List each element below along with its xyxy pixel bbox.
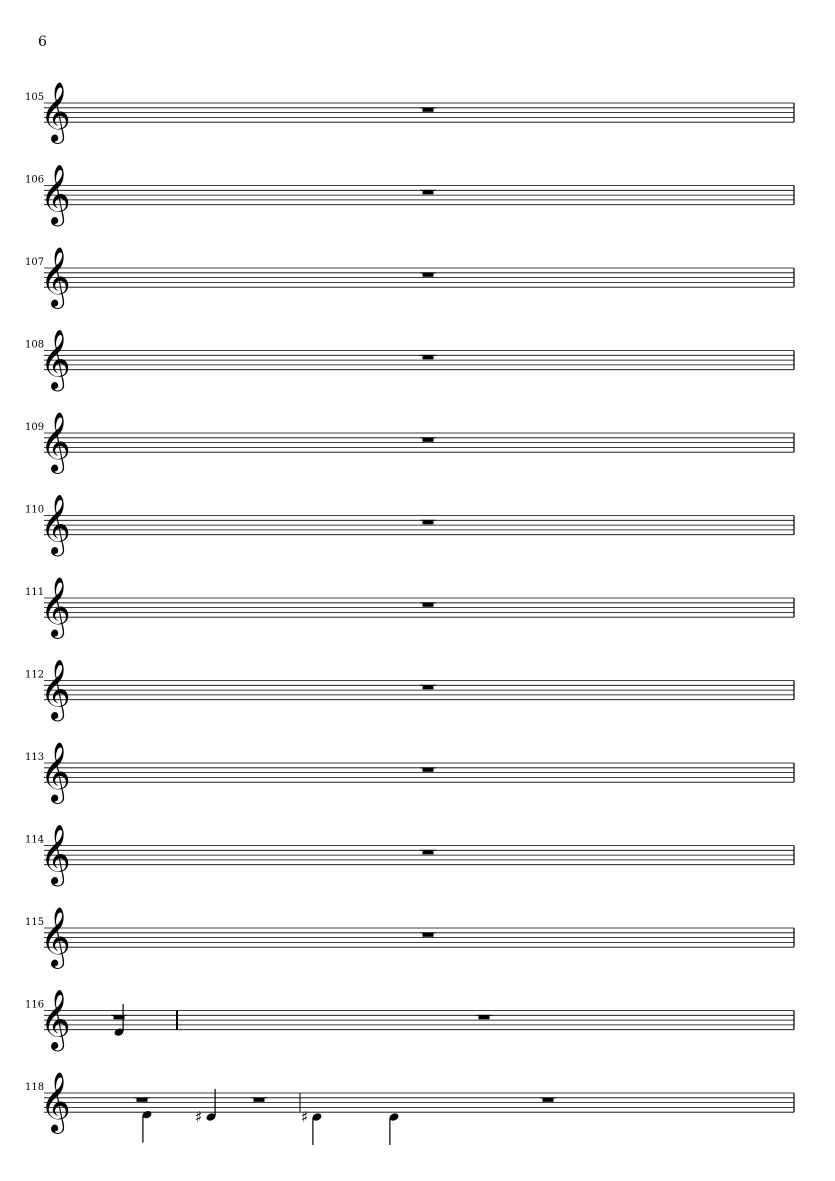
treble-clef-icon: 𝄞 [40, 82, 71, 142]
staff-system [25, 165, 794, 227]
systems [25, 82, 794, 1145]
staff-system [25, 495, 794, 557]
measure-number: 109 [25, 422, 45, 433]
whole-rest-icon [254, 1098, 265, 1102]
treble-clef-icon: 𝄞 [40, 412, 71, 472]
treble-clef-icon: 𝄞 [40, 164, 71, 225]
treble-clef-icon: 𝄞 [40, 577, 71, 637]
whole-rest-icon [423, 933, 434, 937]
staff-system [25, 247, 794, 309]
treble-clef-icon: 𝄞 [40, 1072, 71, 1132]
staff-system [25, 825, 794, 887]
measure-number: 114 [25, 834, 45, 846]
staff-system [25, 330, 794, 392]
measure-number: 110 [25, 504, 45, 516]
treble-clef-icon: 𝄞 [40, 659, 71, 720]
measure-number: 115 [25, 917, 45, 928]
whole-rest-icon [543, 1098, 554, 1102]
treble-clef-icon: 𝄞 [40, 907, 71, 967]
sharp-icon: ♯ [301, 1108, 309, 1126]
measure-number: 116 [25, 999, 45, 1011]
staff-system [25, 742, 794, 804]
measure-number: 113 [25, 752, 45, 763]
whole-rest-icon [423, 190, 434, 194]
whole-rest-icon [479, 1015, 490, 1019]
treble-clef-icon: 𝄞 [40, 824, 71, 885]
whole-rest-icon [423, 850, 434, 854]
measure-number: 105 [25, 92, 45, 103]
whole-rest-icon [423, 768, 434, 772]
measure-number: 108 [25, 339, 45, 351]
treble-clef-icon: 𝄞 [40, 989, 71, 1050]
staff-system [25, 907, 794, 969]
staff-system [25, 412, 794, 474]
treble-clef-icon: 𝄞 [40, 742, 71, 802]
whole-rest-icon [423, 520, 434, 524]
measure-number: 111 [25, 587, 45, 598]
measure-number: 112 [25, 669, 45, 681]
staff-system [25, 577, 794, 639]
whole-rest-icon [423, 273, 434, 277]
treble-clef-icon: 𝄞 [40, 494, 71, 555]
whole-rest-icon [423, 355, 434, 359]
staff-system [25, 82, 794, 144]
measure-number: 118 [25, 1082, 45, 1093]
staff-system [25, 660, 794, 722]
page-number: 6 [38, 34, 47, 50]
whole-rest-icon [423, 603, 434, 607]
measure-number: 106 [25, 174, 45, 186]
sharp-icon: ♯ [195, 1108, 203, 1126]
measure-number: 107 [25, 257, 45, 268]
staff-system [25, 1072, 794, 1145]
treble-clef-icon: 𝄞 [40, 247, 71, 307]
staff-system [25, 990, 794, 1052]
whole-rest-icon [423, 438, 434, 442]
treble-clef-icon: 𝄞 [40, 329, 71, 390]
whole-rest-icon [137, 1098, 148, 1102]
whole-rest-icon [423, 685, 434, 689]
whole-rest-icon [423, 108, 434, 112]
